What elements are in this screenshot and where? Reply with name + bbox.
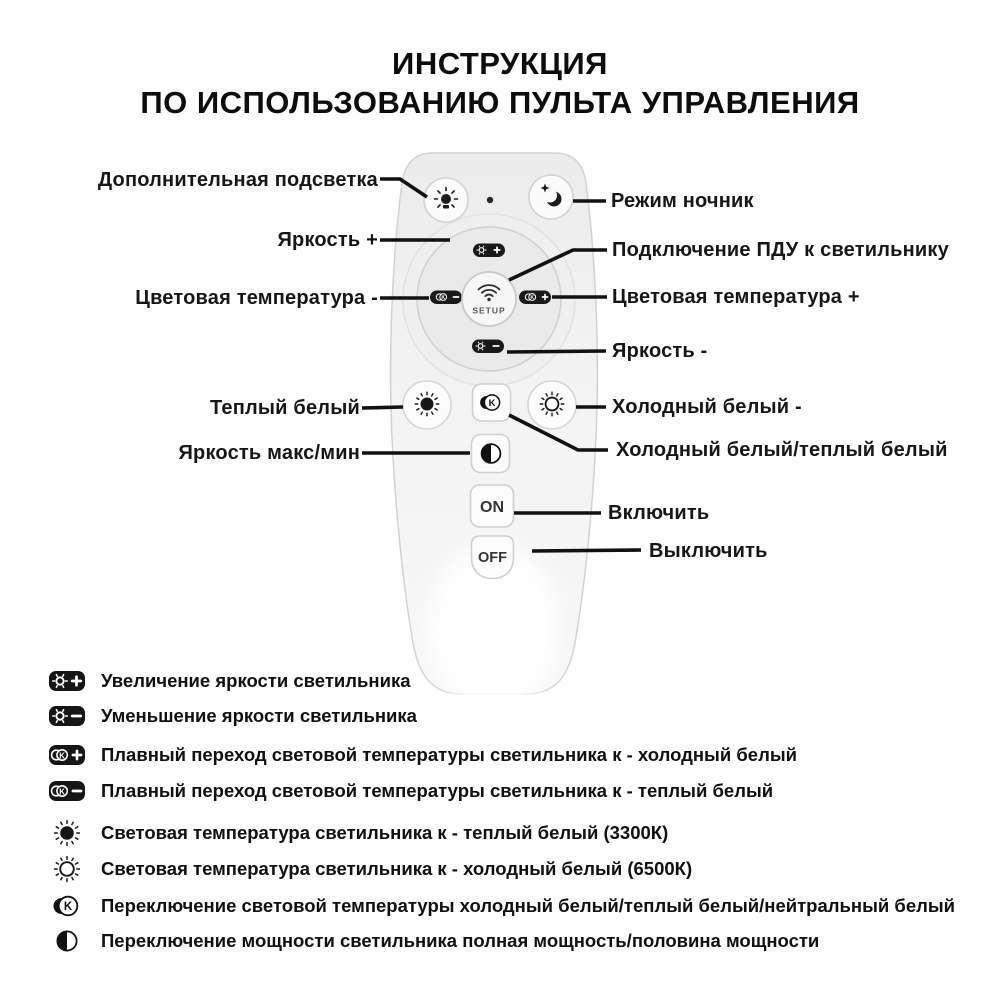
legend-row <box>46 891 955 921</box>
callout-line <box>532 550 641 551</box>
cct-toggle-icon <box>46 892 88 920</box>
legend-text: Уменьшение яркости светильника <box>101 705 417 726</box>
legend-row <box>46 776 773 806</box>
extra-light-button[interactable] <box>424 178 468 222</box>
legend-text: Световая температура светильника к - холодный белый (6500К) <box>101 858 693 879</box>
cct-plus-icon <box>46 743 88 767</box>
legend-row <box>46 926 819 956</box>
cct-plus-button[interactable] <box>519 291 551 305</box>
callout-cw-ww-toggle: Холодный белый/теплый белый <box>616 439 948 461</box>
legend-row <box>46 666 411 696</box>
callout-brightness-minus: Яркость - <box>612 340 708 362</box>
callout-on: Включить <box>608 502 710 524</box>
callout-cold-white: Холодный белый - <box>612 396 802 418</box>
warm-white-button[interactable] <box>403 381 451 429</box>
legend-row <box>46 854 692 884</box>
callout-line <box>507 351 606 352</box>
setup-button[interactable] <box>462 272 516 326</box>
legend-text: Переключение мощности светильника полная мощность/половина мощности <box>101 930 820 951</box>
ir-led-dot <box>487 197 493 203</box>
off-button[interactable] <box>472 536 514 579</box>
brightness-plus-button[interactable] <box>473 244 505 258</box>
callout-warm-white: Теплый белый <box>209 397 360 419</box>
night-mode-button[interactable] <box>529 175 573 219</box>
legend-text: Плавный переход световой температуры светильника к - теплый белый <box>101 780 774 801</box>
brightness-max-min-button[interactable] <box>472 435 510 473</box>
power-toggle-icon <box>482 444 501 463</box>
on-button[interactable] <box>471 485 514 527</box>
callout-brightness-max-min: Яркость макс/мин <box>178 442 360 464</box>
cw-ww-toggle-button[interactable] <box>473 384 511 421</box>
cold-white-button[interactable] <box>528 381 576 429</box>
off-label: OFF <box>478 550 507 566</box>
brightness-minus-icon <box>46 704 88 728</box>
power-toggle-icon <box>46 927 88 955</box>
cold-white-icon <box>46 855 88 883</box>
page-title-line2: ПО ИСПОЛЬЗОВАНИЮ ПУЛЬТА УПРАВЛЕНИЯ <box>140 85 860 120</box>
callout-cct-plus: Цветовая температура + <box>612 286 860 308</box>
setup-label: SETUP <box>472 305 506 316</box>
callout-brightness-plus: Яркость + <box>277 229 378 251</box>
warm-white-icon <box>46 819 88 847</box>
legend-row <box>46 740 797 770</box>
legend-text: Плавный переход световой температуры светильника к - холодный белый <box>101 744 797 765</box>
legend-text: Световая температура светильника к - теплый белый (3300К) <box>101 822 669 843</box>
brightness-minus-button[interactable] <box>472 340 504 354</box>
callout-night-mode: Режим ночник <box>611 190 754 212</box>
legend-text: Увеличение яркости светильника <box>101 670 411 691</box>
cct-minus-icon <box>46 779 88 803</box>
callout-off: Выключить <box>649 540 768 562</box>
on-label: ON <box>480 499 504 516</box>
cct-toggle-icon <box>480 395 500 410</box>
callout-line <box>362 407 403 408</box>
brightness-plus-icon <box>46 669 88 693</box>
legend-row <box>46 818 668 848</box>
page-title-line1: ИНСТРУКЦИЯ <box>392 46 608 81</box>
legend-text: Переключение световой температуры холодный белый/теплый белый/нейтральный белый <box>101 895 956 916</box>
wifi-dot <box>487 298 490 301</box>
callout-pairing: Подключение ПДУ к светильнику <box>612 239 949 261</box>
callout-extra-light: Дополнительная подсветка <box>97 169 378 191</box>
callout-cct-minus: Цветовая температура - <box>135 287 378 309</box>
legend-row <box>46 701 417 731</box>
cct-minus-button[interactable] <box>430 291 462 305</box>
